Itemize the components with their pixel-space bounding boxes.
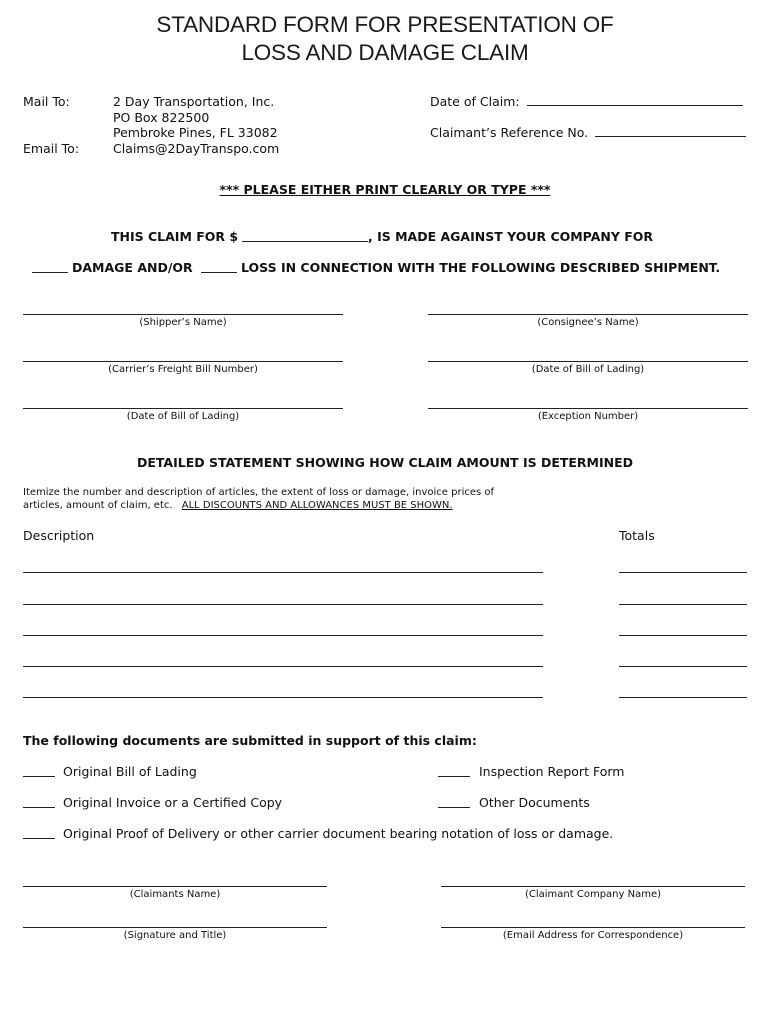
- address-line-1: 2 Day Transportation, Inc.: [113, 94, 275, 109]
- itemize-line-2: [23, 500, 453, 511]
- original-bol-label: Original Bill of Lading: [63, 764, 197, 779]
- other-documents-check[interactable]: [438, 807, 470, 808]
- claimants-name-field[interactable]: [23, 886, 327, 887]
- email-correspondence-caption: (Email Address for Correspondence): [502, 930, 684, 941]
- damage-check-field[interactable]: [32, 272, 68, 273]
- date-bol-left-caption: (Date of Bill of Lading): [126, 411, 240, 422]
- email-to-label: Email To:: [23, 141, 80, 156]
- shipper-name-field[interactable]: [23, 314, 343, 315]
- mail-to-label: Mail To:: [23, 94, 70, 109]
- date-bol-left-field[interactable]: [23, 408, 343, 409]
- claims-email: Claims@2DayTranspo.com: [113, 141, 280, 156]
- consignee-name-caption: (Consignee’s Name): [537, 317, 639, 328]
- claimant-company-caption: (Claimant Company Name): [524, 889, 662, 900]
- email-correspondence-field[interactable]: [441, 927, 745, 928]
- total-line-4[interactable]: [619, 666, 747, 667]
- claimant-ref-label: Claimant’s Reference No.: [430, 125, 589, 140]
- description-line-5[interactable]: [23, 697, 543, 698]
- damage-text: DAMAGE AND/OR: [72, 260, 193, 275]
- total-line-3[interactable]: [619, 635, 747, 636]
- description-line-3[interactable]: [23, 635, 543, 636]
- exception-number-caption: (Exception Number): [537, 411, 639, 422]
- description-line-2[interactable]: [23, 604, 543, 605]
- address-line-2: PO Box 822500: [113, 110, 210, 125]
- claim-suffix: , IS MADE AGAINST YOUR COMPANY FOR: [368, 229, 654, 244]
- description-header: Description: [23, 528, 95, 543]
- claimants-name-caption: (Claimants Name): [129, 889, 221, 900]
- print-notice: *** PLEASE EITHER PRINT CLEARLY OR TYPE ***: [219, 182, 551, 197]
- date-bol-right-field[interactable]: [428, 361, 748, 362]
- loss-text: LOSS IN CONNECTION WITH THE FOLLOWING DESCRIBED SHIPMENT.: [241, 260, 721, 275]
- original-invoice-label: Original Invoice or a Certified Copy: [63, 795, 283, 810]
- description-line-4[interactable]: [23, 666, 543, 667]
- proof-of-delivery-check[interactable]: [23, 838, 55, 839]
- detailed-statement-heading: DETAILED STATEMENT SHOWING HOW CLAIM AMOUNT IS DETERMINED: [136, 455, 634, 470]
- documents-heading: The following documents are submitted in support of this claim:: [23, 733, 477, 748]
- totals-header: Totals: [619, 528, 655, 543]
- claimant-company-field[interactable]: [441, 886, 745, 887]
- total-line-2[interactable]: [619, 604, 747, 605]
- signature-title-caption: (Signature and Title): [123, 930, 227, 941]
- shipper-name-caption: (Shipper’s Name): [139, 317, 227, 328]
- loss-check-field[interactable]: [201, 272, 237, 273]
- form-title-line2: LOSS AND DAMAGE CLAIM: [241, 40, 529, 65]
- form-title-line1: STANDARD FORM FOR PRESENTATION OF: [156, 12, 614, 37]
- date-bol-right-caption: (Date of Bill of Lading): [531, 364, 645, 375]
- carrier-freight-bill-field[interactable]: [23, 361, 343, 362]
- itemize-line-1: Itemize the number and description of articles, the extent of loss or damage, invoice prices of: [23, 487, 495, 498]
- description-line-1[interactable]: [23, 572, 543, 573]
- claim-prefix: THIS CLAIM FOR $: [111, 229, 239, 244]
- proof-of-delivery-label: Original Proof of Delivery or other carrier document bearing notation of loss or damage.: [63, 826, 614, 841]
- itemize-line-2-prefix: articles, amount of claim, etc.: [23, 500, 173, 511]
- exception-number-field[interactable]: [428, 408, 748, 409]
- date-of-claim-label: Date of Claim:: [430, 94, 520, 109]
- address-line-3: Pembroke Pines, FL 33082: [113, 125, 278, 140]
- claimant-ref-field[interactable]: [595, 136, 746, 137]
- original-invoice-check[interactable]: [23, 807, 55, 808]
- claim-amount-field[interactable]: [242, 241, 368, 242]
- other-documents-label: Other Documents: [479, 795, 590, 810]
- inspection-report-label: Inspection Report Form: [479, 764, 625, 779]
- total-line-5[interactable]: [619, 697, 747, 698]
- consignee-name-field[interactable]: [428, 314, 748, 315]
- total-line-1[interactable]: [619, 572, 747, 573]
- carrier-freight-bill-caption: (Carrier’s Freight Bill Number): [108, 364, 258, 375]
- signature-title-field[interactable]: [23, 927, 327, 928]
- original-bol-check[interactable]: [23, 776, 55, 777]
- date-of-claim-field[interactable]: [527, 105, 743, 106]
- discounts-notice: ALL DISCOUNTS AND ALLOWANCES MUST BE SHOWN.: [181, 500, 453, 511]
- inspection-report-check[interactable]: [438, 776, 470, 777]
